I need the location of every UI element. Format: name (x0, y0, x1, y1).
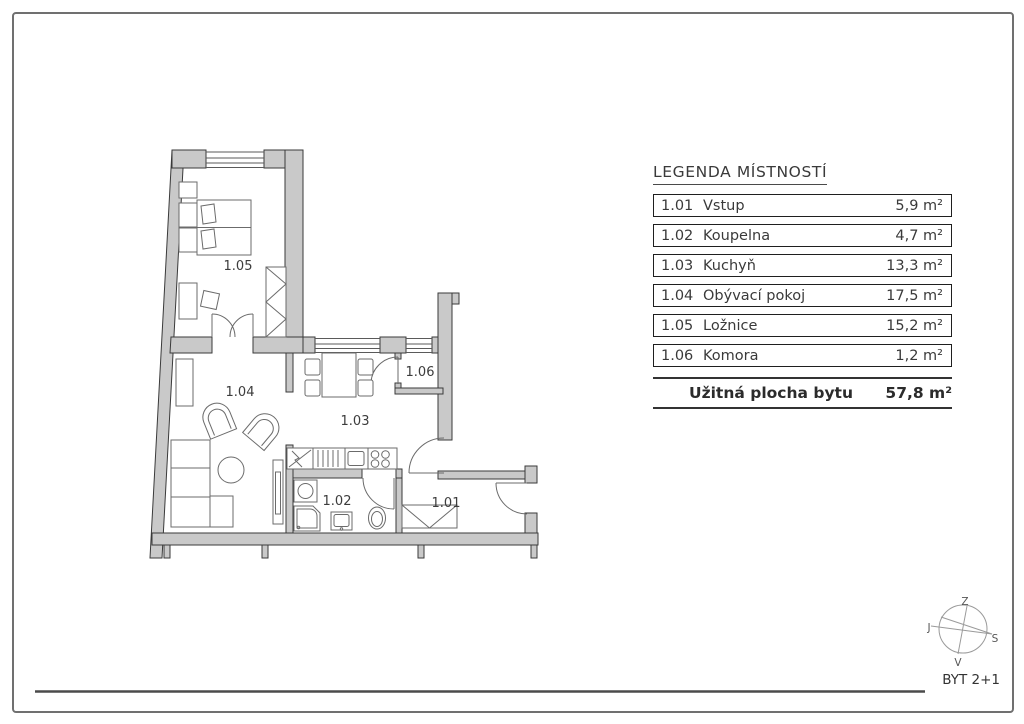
legend-row-1-05 (653, 314, 952, 337)
room-name: Kuchyň (703, 257, 756, 274)
footer (35, 672, 1000, 692)
legend (653, 162, 952, 409)
compass-j: J (927, 622, 931, 634)
shower (294, 506, 320, 531)
room-area: 1,2 m² (895, 347, 943, 364)
room-label-1-06: 1.06 (405, 365, 435, 380)
room-code: 1.02 (661, 227, 694, 244)
compass-v: V (954, 657, 962, 669)
legend-row-1-02 (653, 224, 952, 247)
total-label: Užitná plocha bytu (689, 384, 853, 402)
shelf-cabinet (176, 359, 193, 406)
bedroom-desk (179, 283, 197, 319)
room-code: 1.06 (661, 347, 694, 364)
toilet (369, 507, 386, 529)
room-name: Komora (703, 347, 759, 364)
legend-row-1-04 (653, 284, 952, 307)
total-area-value: 57,8 m² (885, 384, 952, 402)
room-code: 1.04 (661, 287, 694, 304)
room-area: 13,3 m² (886, 257, 943, 274)
room-area: 4,7 m² (895, 227, 943, 244)
legend-title: LEGENDA MÍSTNOSTÍ (653, 163, 827, 185)
room-name: Vstup (703, 197, 745, 214)
room-label-1-01: 1.01 (431, 496, 461, 511)
bedroom-double-door (212, 314, 253, 337)
compass-z: Z (961, 596, 969, 608)
compass-s: S (991, 633, 999, 645)
legend-row-1-06 (653, 344, 952, 367)
entry-door (496, 483, 527, 514)
room-label-1-02: 1.02 (322, 494, 352, 509)
bedroom-chair (201, 291, 220, 310)
room-code: 1.03 (661, 257, 694, 274)
room-area: 5,9 m² (895, 197, 943, 214)
bedroom-wardrobe (266, 267, 286, 337)
room-area: 15,2 m² (886, 317, 943, 334)
room-label-1-04: 1.04 (225, 385, 255, 400)
bathroom-door (363, 478, 394, 509)
tv-cabinet (273, 460, 283, 524)
kitchen-window (315, 339, 380, 353)
legend-total-row (653, 377, 952, 409)
room-label-1-03: 1.03 (340, 414, 370, 429)
nightstand (179, 182, 197, 198)
room-name: Koupelna (703, 227, 771, 244)
closet-door (371, 357, 398, 384)
bathroom-sink (331, 512, 352, 530)
room-name: Obývací pokoj (703, 287, 806, 304)
armchair-2 (243, 408, 285, 451)
room-area: 17,5 m² (886, 287, 943, 304)
room-name: Ložnice (703, 317, 758, 334)
washing-machine (294, 480, 317, 502)
apartment-type-label: BYT 2+1 (942, 672, 1000, 688)
bed-headboard-bottom (179, 228, 197, 252)
kitchen-counter (287, 448, 397, 469)
room-code: 1.01 (661, 197, 694, 214)
armchair-1 (199, 399, 237, 439)
kitchen-hall-door (409, 438, 444, 473)
bedroom-window (206, 152, 264, 168)
closet-window (406, 339, 432, 353)
legend-row-1-01 (653, 194, 952, 217)
dining-table (322, 353, 356, 397)
compass-rose (926, 596, 998, 669)
room-label-1-05: 1.05 (223, 259, 253, 274)
bed-headboard-top (179, 203, 197, 227)
double-bed (197, 200, 251, 255)
legend-row-1-03 (653, 254, 952, 277)
corner-sofa (171, 440, 233, 527)
coffee-table (218, 457, 244, 483)
kitchen-furniture (287, 353, 397, 469)
room-code: 1.05 (661, 317, 694, 334)
